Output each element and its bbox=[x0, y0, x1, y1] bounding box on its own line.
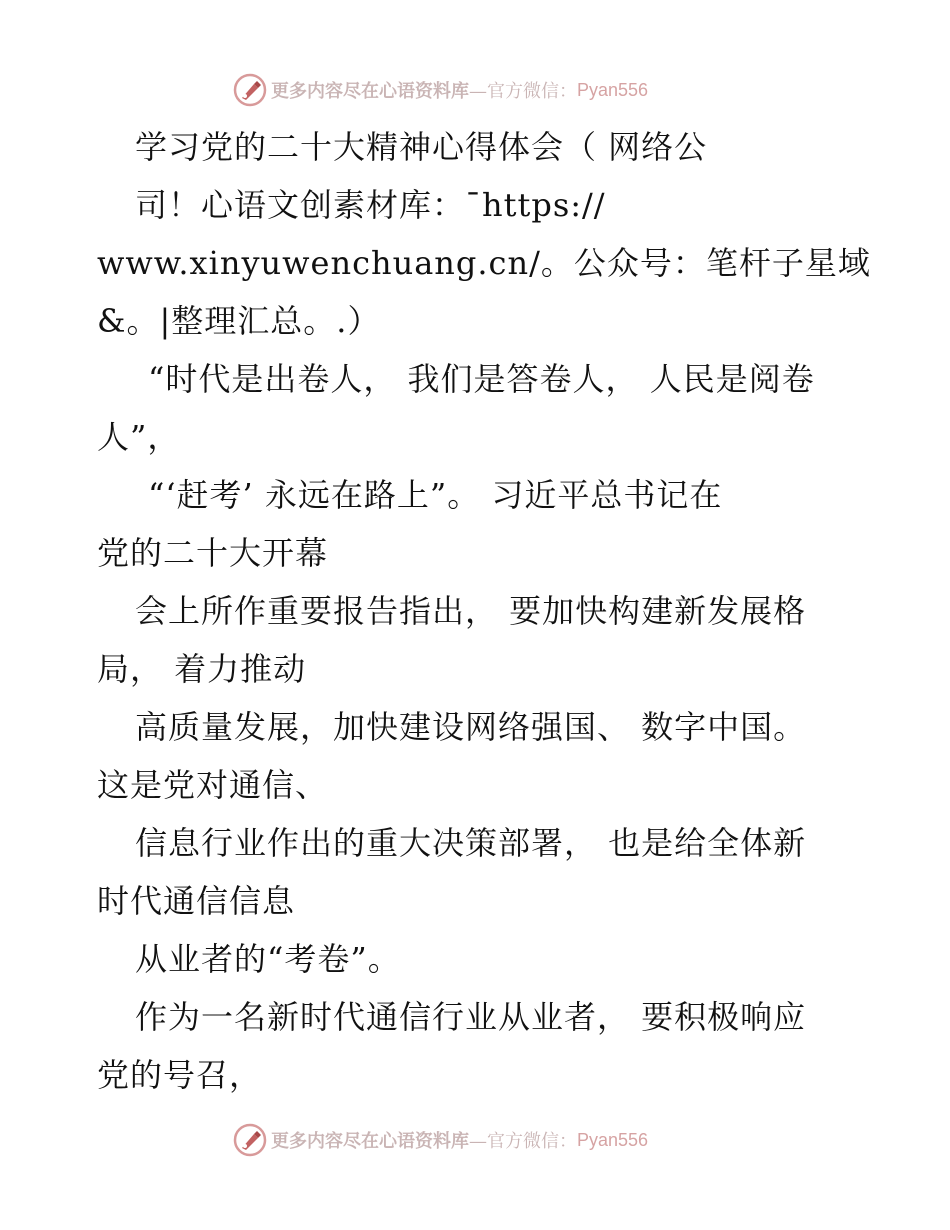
text-line: “时代是出卷人， 我们是答卷人， 人民是阅卷 bbox=[148, 360, 815, 398]
pen-nib-logo-icon bbox=[233, 73, 267, 107]
text-line: 党的号召， bbox=[97, 1056, 263, 1094]
watermark-contact-label: —官方微信： bbox=[469, 81, 577, 102]
text-line: 高质量发展，加快建设网络强国、 数字中国。 bbox=[135, 708, 807, 746]
text-line: 会上所作重要报告指出， 要加快构建新发展格 bbox=[135, 592, 807, 630]
text-line: 这是党对通信、 bbox=[97, 766, 329, 804]
watermark-contact-label: —官方微信： bbox=[469, 1131, 577, 1152]
text-line: 司！心语文创素材库：¯https:// bbox=[135, 186, 606, 224]
text-line: “‘赶考’ 永远在路上”。 习近平总书记在 bbox=[148, 476, 723, 514]
text-line: 信息行业作出的重大决策部署， 也是给全体新 bbox=[135, 824, 807, 862]
watermark-wechat-id: Pyan556 bbox=[577, 79, 649, 100]
text-line: 局， 着力推动 bbox=[97, 650, 307, 688]
watermark-text: 更多内容尽在心语资料库 bbox=[271, 1131, 469, 1152]
header-watermark bbox=[233, 73, 648, 107]
watermark-text: 更多内容尽在心语资料库 bbox=[271, 81, 469, 102]
text-line: 从业者的“考卷”。 bbox=[135, 940, 401, 978]
text-line: 党的二十大开幕 bbox=[97, 534, 329, 572]
pen-nib-logo-icon bbox=[233, 1123, 267, 1157]
text-line: &。|整理汇总。.） bbox=[97, 302, 381, 340]
footer-watermark bbox=[233, 1123, 648, 1157]
text-line: www.xinyuwenchuang.cn/。公众号：笔杆子星域 bbox=[97, 244, 871, 282]
text-line: 人”， bbox=[97, 418, 181, 456]
text-line: 学习党的二十大精神心得体会（ 网络公 bbox=[135, 128, 708, 166]
text-line: 时代通信信息 bbox=[97, 882, 296, 920]
text-line: 作为一名新时代通信行业从业者， 要积极响应 bbox=[135, 998, 807, 1036]
watermark-wechat-id: Pyan556 bbox=[577, 1129, 649, 1150]
